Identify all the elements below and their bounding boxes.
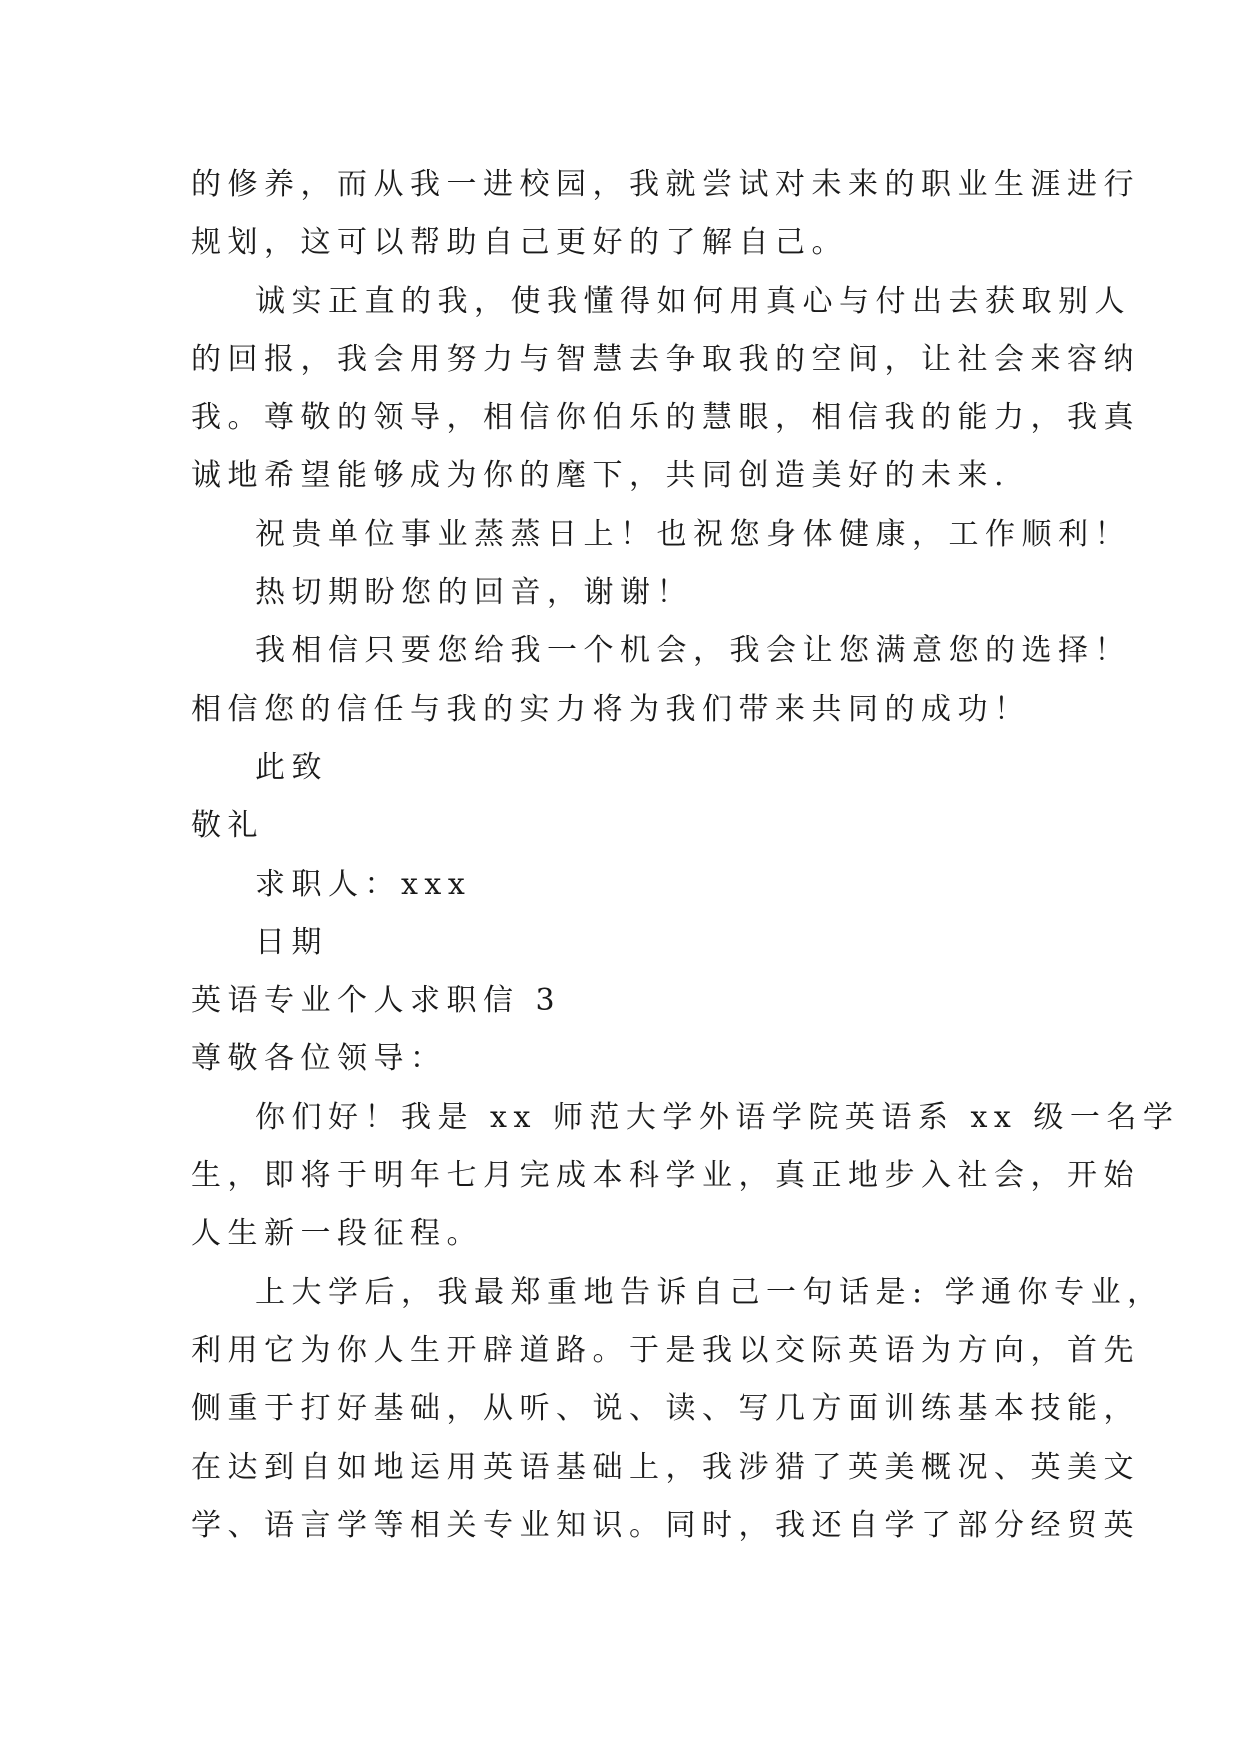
text-line: 祝贵单位事业蒸蒸日上！也祝您身体健康，工作顺利！ [255, 516, 1131, 552]
text-line: 上大学后，我最郑重地告诉自己一句话是: 学通你专业， [255, 1274, 1164, 1310]
text-line: 人生新一段征程。 [191, 1216, 483, 1252]
text-line: 侧重于打好基础，从听、说、读、写几方面训练基本技能， [191, 1391, 1140, 1427]
letter-body [191, 156, 1180, 1555]
closing-regards: 敬礼 [191, 808, 264, 844]
text-line: 规划，这可以帮助自己更好的了解自己。 [191, 225, 848, 261]
text-line: 的回报，我会用努力与智慧去争取我的空间，让社会来容纳 [191, 341, 1140, 377]
text-line: 生，即将于明年七月完成本科学业，真正地步入社会，开始 [191, 1158, 1140, 1194]
date-line: 日期 [255, 924, 328, 960]
applicant-signature: 求职人：xxx [255, 866, 472, 902]
closing-salutation: 此致 [255, 749, 328, 785]
section-heading: 英语专业个人求职信 3 [191, 983, 562, 1019]
text-line: 我相信只要您给我一个机会，我会让您满意您的选择！ [255, 633, 1131, 669]
text-line: 相信您的信任与我的实力将为我们带来共同的成功！ [191, 691, 1031, 727]
text-line: 热切期盼您的回音，谢谢！ [255, 575, 693, 611]
text-line: 你们好！我是 xx 师范大学外语学院英语系 xx 级一名学 [255, 1099, 1180, 1135]
text-line: 诚地希望能够成为你的麾下，共同创造美好的未来. [191, 458, 1011, 494]
text-line: 我。尊敬的领导，相信你伯乐的慧眼，相信我的能力，我真 [191, 400, 1140, 436]
text-line: 学、语言学等相关专业知识。同时，我还自学了部分经贸英 [191, 1507, 1140, 1543]
text-line: 利用它为你人生开辟道路。于是我以交际英语为方向，首先 [191, 1332, 1140, 1368]
text-line: 诚实正直的我，使我懂得如何用真心与付出去获取别人 [255, 283, 1131, 319]
greeting: 尊敬各位领导： [191, 1041, 447, 1077]
text-line: 在达到自如地运用英语基础上，我涉猎了英美概况、英美文 [191, 1449, 1140, 1485]
text-line: 的修养，而从我一进校园，我就尝试对未来的职业生涯进行 [191, 167, 1140, 202]
